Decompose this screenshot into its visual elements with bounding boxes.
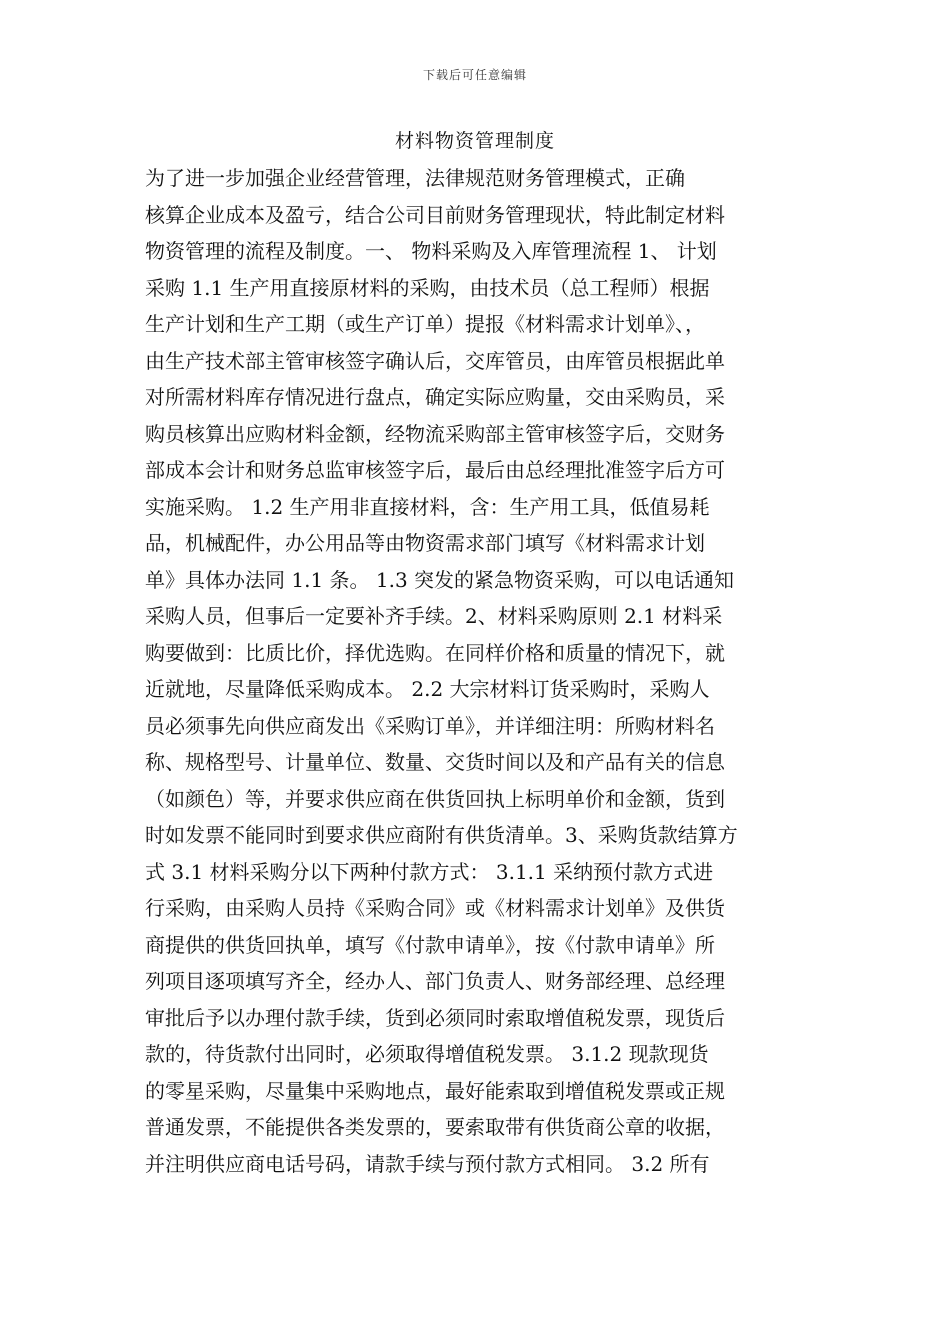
text-line: 对所需材料库存情况进行盘点，确定实际应购量，交由采购员，采 xyxy=(145,385,725,409)
text-line: 的零星采购，尽量集中采购地点，最好能索取到增值税发票或正规 xyxy=(145,1078,725,1103)
text-line: 列项目逐项填写齐全，经办人、部门负责人、财务部经理、总经理 xyxy=(145,969,725,993)
text-line: 核算企业成本及盈亏，结合公司目前财务管理现状，特此制定材料 xyxy=(145,202,725,227)
text-line: 行采购，由采购人员持《采购合同》或《材料需求计划单》及供货 xyxy=(145,896,725,920)
text-line: 审批后予以办理付款手续，货到必须同时索取增值税发票，现货后 xyxy=(145,1005,725,1030)
text-line: 时如发票不能同时到要求供应商附有供货清单。3、采购货款结算方 xyxy=(145,823,738,847)
text-line: 式 3.1 材料采购分以下两种付款方式： 3.1.1 采纳预付款方式进 xyxy=(145,859,714,884)
text-line: 由生产技术部主管审核签字确认后，交库管员，由库管员根据此单 xyxy=(145,348,725,373)
text-line: 并注明供应商电话号码，请款手续与预付款方式相同。 3.2 所有 xyxy=(145,1151,710,1176)
text-line: 部成本会计和财务总监审核签字后，最后由总经理批准签字后方可 xyxy=(145,458,725,482)
text-line: 购要做到：比质比价，择优选购。在同样价格和质量的情况下，就 xyxy=(145,640,725,665)
text-line: 单》具体办法同 1.1 条。 1.3 突发的紧急物资采购，可以电话通知 xyxy=(145,567,735,592)
text-line: 品，机械配件，办公用品等由物资需求部门填写《材料需求计划 xyxy=(145,531,705,555)
text-line: 近就地，尽量降低采购成本。 2.2 大宗材料订货采购时，采购人 xyxy=(145,677,710,701)
text-line: 普通发票，不能提供各类发票的，要索取带有供货商公章的收据， xyxy=(145,1115,725,1139)
text-line: （如颜色）等，并要求供应商在供货回执上标明单价和金额，货到 xyxy=(145,786,725,811)
text-line: 员必须事先向供应商发出《采购订单》，并详细注明：所购材料名 xyxy=(145,713,715,738)
text-line: 购员核算出应购材料金额，经物流采购部主管审核签字后，交财务 xyxy=(145,421,725,446)
document-body xyxy=(145,160,810,1182)
page-header: 下载后可任意编辑 xyxy=(422,68,527,82)
text-line: 采购人员，但事后一定要补齐手续。2、材料采购原则 2.1 材料采 xyxy=(145,604,723,628)
text-line: 采购 1.1 生产用直接原材料的采购，由技术员（总工程师）根据 xyxy=(145,275,710,300)
text-line: 款的，待货款付出同时，必须取得增值税发票。 3.1.2 现款现货 xyxy=(145,1042,709,1066)
text-line: 为了进一步加强企业经营管理，法律规范财务管理模式，正确 xyxy=(145,166,685,190)
text-line: 物资管理的流程及制度。一、 物料采购及入库管理流程 1、 计划 xyxy=(145,239,717,263)
text-line: 生产计划和生产工期（或生产订单）提报《材料需求计划单》、， xyxy=(145,312,705,336)
text-line: 实施采购。 1.2 生产用非直接材料，含：生产用工具，低值易耗 xyxy=(145,494,710,519)
text-line: 商提供的供货回执单，填写《付款申请单》，按《付款申请单》所 xyxy=(145,932,715,957)
document-title: 材料物资管理制度 xyxy=(394,130,555,152)
text-line: 称、规格型号、计量单位、数量、交货时间以及和产品有关的信息 xyxy=(145,750,725,774)
